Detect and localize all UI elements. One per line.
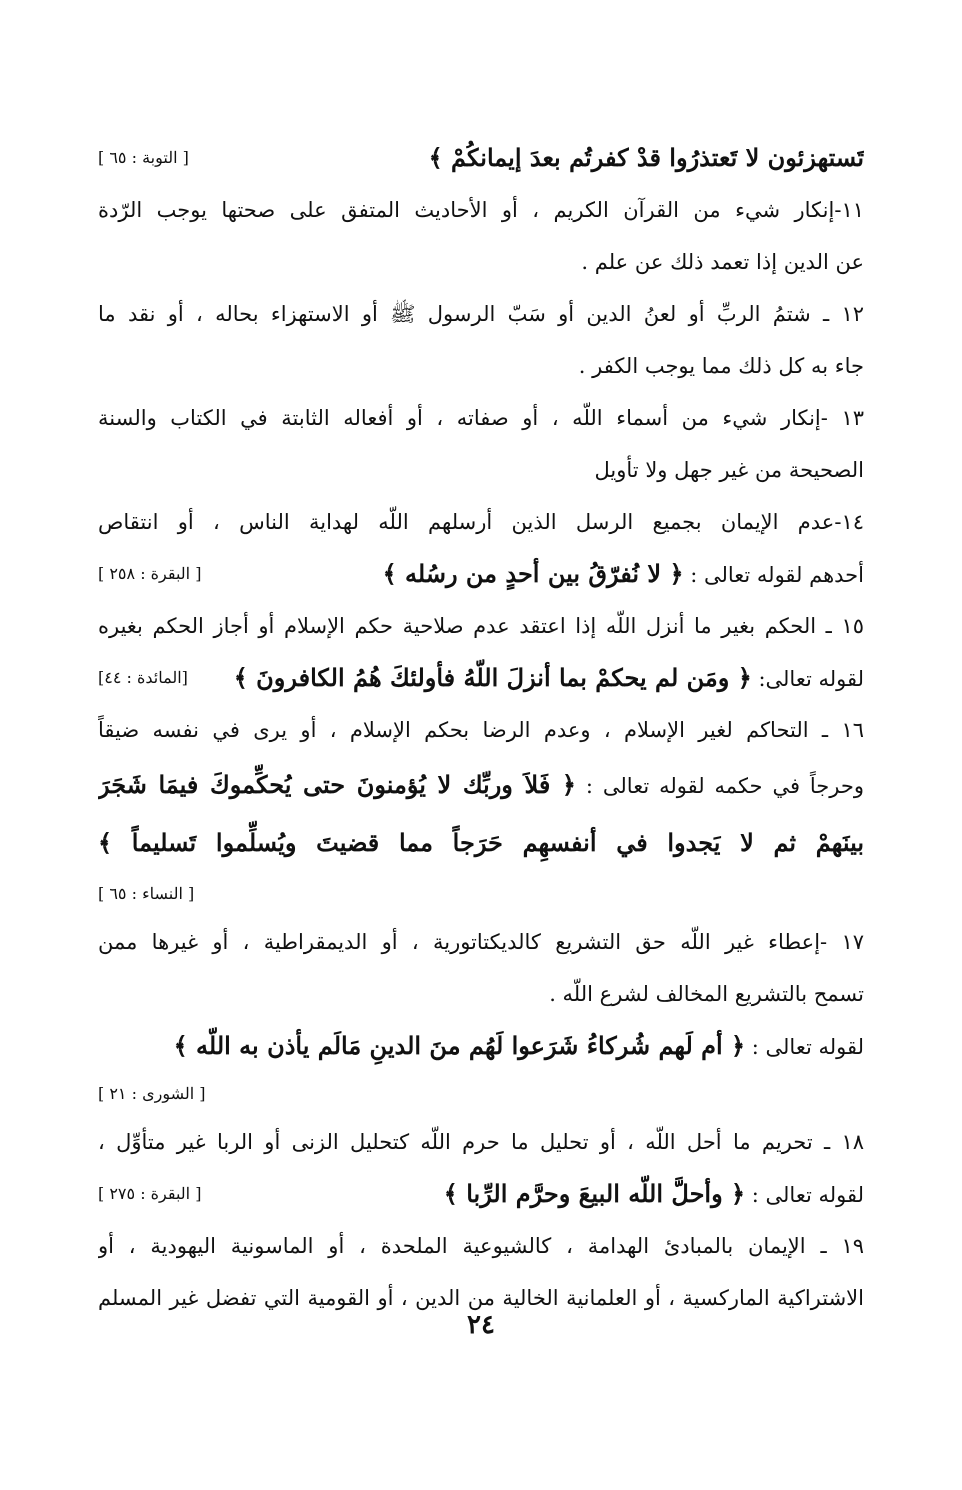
verse-text: ﴿ ومَن لم يحكمْ بما أنزلَ اللّهُ فأولئكَ هُمُ الكافرونَ ﴾: [233, 663, 752, 692]
text-line: ١٤-عدم الإيمان بجميع الرسل الذين أرسلهم اللّه لهداية الناس ، أو انتقاص: [98, 510, 864, 534]
verse-reference: [ النساء : ٦٥ ]: [98, 884, 195, 903]
verse-prefix: أحدهم لقوله تعالى :: [683, 563, 864, 587]
text-line: ١١-إنكار شيء من القرآن الكريم ، أو الأحاديث المتفق على صحتها يوجب الرّدة: [98, 198, 864, 222]
verse-text: تَستهزئون لا تَعتذرُوا قدْ كفرتُم بعدَ إيمانكُمْ ﴾: [428, 143, 864, 172]
verse-text: ﴿ أم لَهم شُركاءُ شَرَعوا لَهُم منَ الدينِ مَالَم يأذن به اللّه ﴾: [173, 1031, 746, 1060]
page-number: ٢٤: [467, 1310, 495, 1340]
verse-reference: [المائدة : ٤٤]: [98, 668, 188, 687]
verse-prefix: وحرجاً في حكمه لقوله تعالى :: [575, 774, 864, 798]
verse-line: بينَهمْ ثم لا يَجدوا في أنفسهِم حَرَجاً مما قضيتَ ويُسلِّموا تَسليماً ﴾: [98, 828, 864, 857]
verse-text: ﴿ فَلاَ وربِّك لا يُؤمنونَ حتى يُحكِّموكَ فيمَا شَجَرَ: [98, 770, 576, 799]
verse-line: [98, 548, 864, 600]
verse-prefix: لقوله تعالى :: [745, 1183, 864, 1207]
verse-line: [98, 756, 864, 814]
text-line: ١٣ -إنكار شيء من أسماء اللّه ، أو صفاته ، أو أفعاله الثابتة في الكتاب والسنة: [98, 406, 864, 430]
verse-line: [98, 132, 864, 184]
verse-reference: [ البقرة : ٢٧٥ ]: [98, 1184, 202, 1203]
text-line: عن الدين إذا تعمد ذلك عن علم .: [581, 250, 864, 274]
text-line: الاشتراكية الماركسية ، أو العلمانية الخالية من الدين ، أو القومية التي تفضل غير المسلم: [98, 1286, 864, 1310]
verse-line: [98, 1168, 864, 1220]
verse-text: ﴿ وأحلَّ اللّه البيعَ وحرَّم الرِّبا ﴾: [443, 1179, 746, 1208]
text-line: الصحيحة من غير جهل ولا تأويل: [594, 458, 864, 482]
verse-line: [98, 1020, 864, 1072]
verse-prefix: لقوله تعالى :: [745, 1035, 864, 1059]
text-line: ١٦ ـ التحاكم لغير الإسلام ، وعدم الرضا بحكم الإسلام ، أو يرى في نفسه ضيقاً: [98, 718, 864, 742]
verse-text: ﴿ لا نُفرّقُ بين أحدٍ من رسُله ﴾: [382, 559, 684, 588]
text-line: ١٩ ـ الإيمان بالمبادئ الهدامة ، كالشيوعية الملحدة ، أو الماسونية اليهودية ، أو: [98, 1234, 864, 1258]
text-line: ١٨ ـ تحريم ما أحل اللّه ، أو تحليل ما حرم اللّه كتحليل الزنى أو الربا غير متأوِّل ،: [98, 1130, 864, 1154]
text-block: [98, 132, 864, 1324]
text-line: ١٧ -إعطاء غير اللّه حق التشريع كالديكتاتورية ، أو الديمقراطية ، أو غيرها ممن: [98, 930, 864, 954]
text-line: تسمح بالتشريع المخالف لشرع اللّه .: [549, 982, 864, 1006]
text-line: ١٥ ـ الحكم بغير ما أنزل اللّه إذا اعتقد عدم صلاحية حكم الإسلام أو أجاز الحكم بغيره: [98, 614, 864, 638]
text-line: جاء به كل ذلك مما يوجب الكفر .: [578, 354, 864, 378]
text-line: ١٢ ـ شتمُ الربِّ أو لعنُ الدين أو سَبّ الرسول ﷺ أو الاستهزاء بحاله ، أو نقد ما: [98, 302, 864, 326]
verse-reference: [ الشورى : ٢١ ]: [98, 1084, 206, 1103]
verse-prefix: لقوله تعالى:: [751, 667, 864, 691]
verse-line: [98, 652, 864, 704]
verse-reference: [ التوبة : ٦٥ ]: [98, 148, 189, 167]
verse-reference: [ البقرة : ٢٥٨ ]: [98, 564, 202, 583]
